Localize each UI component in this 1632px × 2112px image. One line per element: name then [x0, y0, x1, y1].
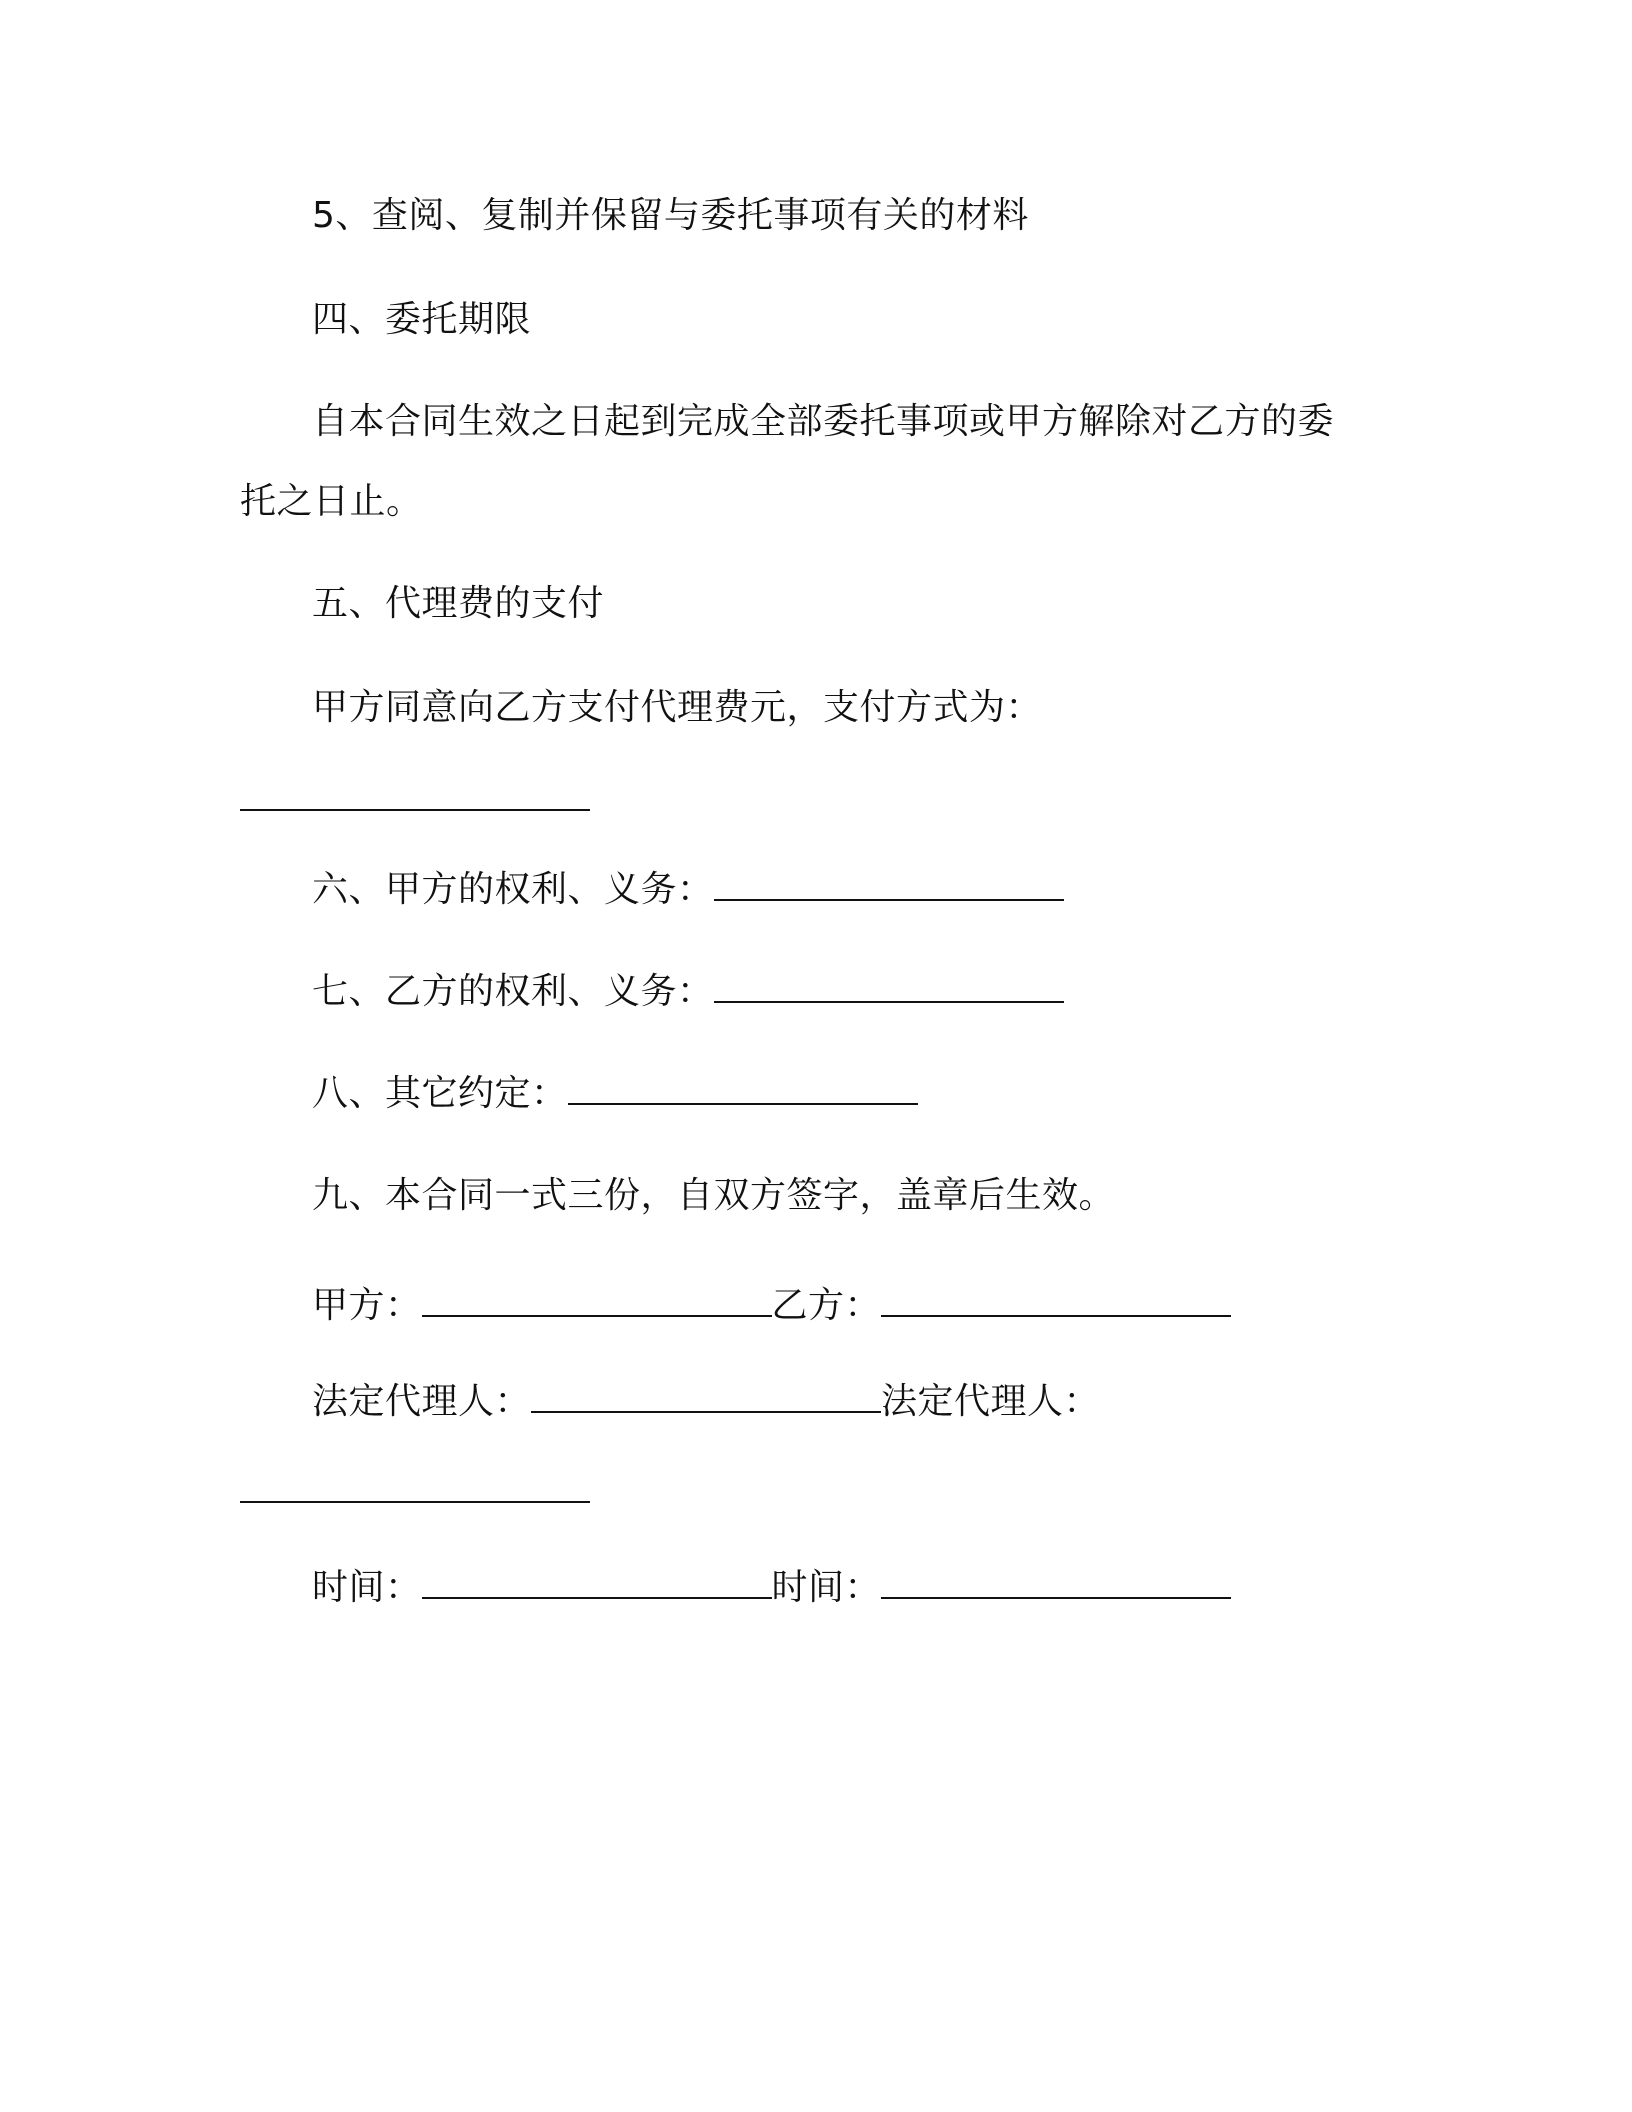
party-b-date-blank[interactable]: [881, 1567, 1231, 1599]
party-b-representative-blank-line: [240, 1470, 590, 1514]
heading-text: 七、乙方的权利、义务：: [312, 971, 714, 1012]
fill-in-blank[interactable]: [714, 869, 1064, 901]
party-a-label: 甲方：: [312, 1285, 422, 1326]
party-b-date-label: 时间：: [771, 1567, 882, 1608]
heading-text: 五、代理费的支付: [312, 583, 605, 624]
legal-representative-row: [312, 1380, 1100, 1424]
payment-method-blank-line: [240, 778, 590, 822]
party-a-date-blank[interactable]: [422, 1567, 772, 1599]
party-a-blank[interactable]: [422, 1285, 772, 1317]
fill-in-blank[interactable]: [240, 779, 590, 811]
party-b-representative-label: 法定代理人：: [881, 1381, 1101, 1422]
heading-text: 八、其它约定：: [312, 1073, 568, 1114]
section-4-heading: [312, 298, 531, 342]
section-5-heading: [312, 582, 604, 626]
clause-text: 5、查阅、复制并保留与委托事项有关的材料: [312, 195, 1029, 236]
heading-text: 四、委托期限: [312, 299, 532, 340]
heading-text: 六、甲方的权利、义务：: [312, 869, 714, 910]
paragraph-text: 甲方同意向乙方支付代理费元，支付方式为：: [312, 687, 1043, 728]
section-7-party-b-rights: [312, 970, 1064, 1014]
fill-in-blank[interactable]: [714, 971, 1064, 1003]
section-4-body-line-2: [240, 480, 423, 524]
party-b-representative-blank[interactable]: [240, 1471, 590, 1503]
section-8-other-agreements: [312, 1072, 918, 1116]
paragraph-text: 托之日止。: [240, 481, 423, 522]
party-a-representative-blank[interactable]: [531, 1381, 881, 1413]
fill-in-blank[interactable]: [568, 1073, 918, 1105]
heading-text: 九、本合同一式三份，自双方签字，盖章后生效。: [312, 1175, 1116, 1216]
clause-5-review-materials: [312, 194, 1029, 238]
paragraph-text: 自本合同生效之日起到完成全部委托事项或甲方解除对乙方的委: [312, 401, 1335, 442]
signature-party-row: [312, 1284, 1231, 1328]
party-b-blank[interactable]: [881, 1285, 1231, 1317]
section-5-body: [312, 686, 1042, 730]
section-9-copies-effective: [312, 1174, 1115, 1218]
date-row: [312, 1566, 1231, 1610]
party-a-representative-label: 法定代理人：: [312, 1381, 532, 1422]
party-b-label: 乙方：: [771, 1285, 882, 1326]
party-a-date-label: 时间：: [312, 1567, 422, 1608]
section-6-party-a-rights: [312, 868, 1064, 912]
section-4-body-line-1: [312, 400, 1334, 444]
